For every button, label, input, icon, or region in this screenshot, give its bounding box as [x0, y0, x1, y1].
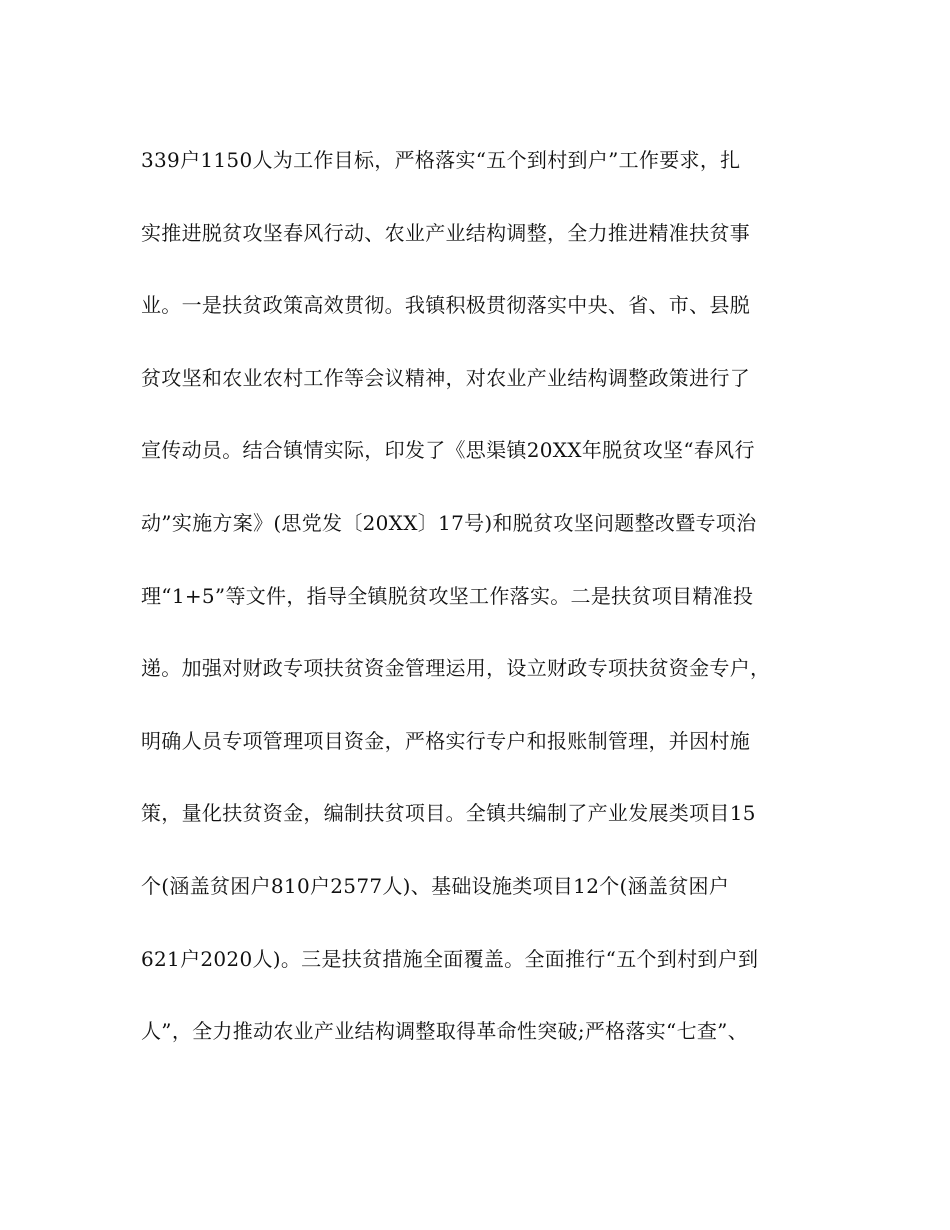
text-line: 明确人员专项管理项目资金，严格实行专户和报账制管理，并因村施 [141, 728, 750, 753]
text-line: 实推进脱贫攻坚春风行动、农业产业结构调整，全力推进精准扶贫事 [141, 220, 750, 245]
text-line: 动”实施方案》(思党发〔20XX〕17号)和脱贫攻坚问题整改暨专项治 [141, 510, 757, 535]
text-line: 个(涵盖贫困户810户2577人)、基础设施类项目12个(涵盖贫困户 [141, 873, 730, 898]
text-line: 递。加强对财政专项扶贫资金管理运用，设立财政专项扶贫资金专户， [141, 656, 771, 681]
text-line: 业。一是扶贫政策高效贯彻。我镇积极贯彻落实中央、省、市、县脱 [141, 293, 750, 318]
text-line: 策，量化扶贫资金，编制扶贫项目。全镇共编制了产业发展类项目15 [141, 801, 756, 826]
text-line: 宣传动员。结合镇情实际，印发了《思渠镇20XX年脱贫攻坚“春风行 [141, 438, 755, 463]
text-line: 621户2020人)。三是扶贫措施全面覆盖。全面推行“五个到村到户到 [141, 946, 759, 971]
text-line: 人”，全力推动农业产业结构调整取得革命性突破;严格落实“七查”、 [141, 1019, 749, 1044]
text-line: 贫攻坚和农业农村工作等会议精神，对农业产业结构调整政策进行了 [141, 365, 750, 390]
body-text [141, 140, 831, 1084]
text-line: 339户1150人为工作目标，严格落实“五个到村到户”工作要求，扎 [141, 148, 741, 172]
text-line: 理“1+5”等文件，指导全镇脱贫攻坚工作落实。二是扶贫项目精准投 [141, 583, 754, 608]
